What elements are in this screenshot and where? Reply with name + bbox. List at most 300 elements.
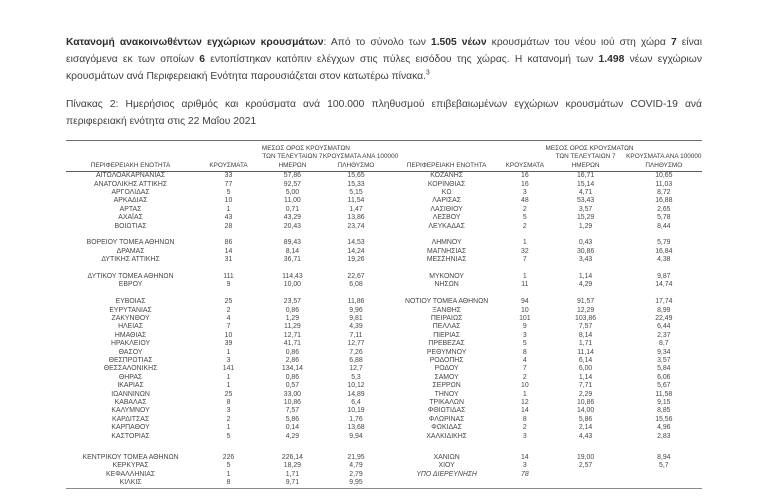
cases-value-right: 4: [522, 357, 527, 365]
region-name-left: ΚΕΡΚΥΡΑΣ: [112, 462, 149, 470]
region-name-left: ΚΑΣΤΟΡΙΑΣ: [111, 432, 150, 440]
region-name-left: ΚΑΒΑΛΑΣ: [114, 399, 147, 407]
cases-value-left: 1: [226, 205, 231, 213]
region-name-right: ΚΟΡΙΝΘΙΑΣ: [427, 180, 466, 188]
cases-value-left: 8: [226, 479, 231, 487]
header-per100k-left: ΚΡΟΥΣΜΑΤΑ ΑΝΑ 100000 ΠΛΗΘΥΣΜΟ: [323, 141, 389, 172]
per100k-value-left: 14,24: [347, 247, 365, 255]
avg7-value-left: 36,71: [283, 256, 302, 264]
table-body: [66, 172, 702, 489]
region-name-right: ΣΑΜΟΥ: [434, 373, 459, 381]
avg7-value-left: 2,86: [285, 357, 300, 365]
cases-value-left: 1: [226, 373, 231, 381]
table-row: [66, 206, 702, 214]
region-name-right: ΦΘΙΩΤΙΔΑΣ: [427, 407, 466, 415]
avg7-value-left: 1,71: [285, 470, 300, 478]
per100k-value-right: [626, 479, 702, 488]
avg7-value-right: 7,57: [578, 323, 593, 331]
avg7-value-right: 2,14: [578, 424, 593, 432]
per100k-value-right: 8,44: [657, 222, 671, 230]
table-row: [66, 399, 702, 407]
cases-value-left: 43: [224, 214, 233, 222]
table-row: [66, 298, 702, 306]
avg7-value-right: 1,14: [578, 272, 593, 280]
avg7-value-left: 23,57: [283, 298, 302, 306]
avg7-value-right: 91,57: [576, 298, 595, 306]
avg7-value-left: 0,86: [285, 373, 300, 381]
per100k-value-left: 13,68: [347, 424, 365, 432]
per100k-value-right: 22,49: [655, 314, 673, 322]
per100k-value-right: 10,65: [655, 172, 673, 180]
avg7-value-left: 43,29: [283, 214, 302, 222]
table-row: [66, 454, 702, 462]
region-name-right: ΚΩ: [441, 188, 452, 196]
per100k-value-right: [626, 471, 702, 479]
region-name-left: ΚΑΡΔΙΤΣΑΣ: [111, 415, 150, 423]
region-name-left: ΚΕΝΤΡΙΚΟΥ ΤΟΜΕΑ ΑΘΗΝΩΝ: [82, 454, 179, 462]
avg7-value-right: 4,71: [578, 188, 593, 196]
region-name-right: ΛΑΣΙΘΙΟΥ: [430, 205, 463, 213]
avg7-value-right: 8,14: [578, 331, 593, 339]
avg7-value-right: 10,86: [576, 399, 595, 407]
avg7-value-left: 18,29: [283, 462, 302, 470]
region-name-right: ΠΕΙΡΑΙΩΣ: [430, 314, 463, 322]
intro-seg5: νέων εγχώριων κρουσμάτων ανά Περιφερειακή Ενότητα παρουσιάζεται στον κατωτέρω πίνακα.: [66, 53, 702, 82]
cases-value-left: 77: [224, 180, 233, 188]
table-row: [66, 256, 702, 264]
cases-value-left: 5: [226, 432, 231, 440]
cases-value-right: 1: [522, 239, 527, 247]
per100k-value-left: 14,53: [347, 239, 365, 247]
avg7-value-right: 16,71: [576, 172, 595, 180]
region-name-left: ΘΗΡΑΣ: [118, 373, 143, 381]
avg7-value-right: 1,29: [578, 222, 593, 230]
avg7-value-left: 0,86: [285, 348, 300, 356]
avg7-value-left: 33,00: [283, 390, 302, 398]
per100k-value-left: 9,81: [349, 314, 363, 322]
avg7-value-right: 53,43: [576, 197, 595, 205]
per100k-value-left: 22,67: [347, 272, 365, 280]
avg7-value-right: 7,71: [578, 382, 593, 390]
region-name-left: ΔΡΑΜΑΣ: [116, 247, 145, 255]
table-caption: Πίνακας 2: Ημερήσιος αριθμός και κρούσματα ανά 100.000 πληθυσμού επιβεβαιωμένων εγχώριων κρουσμάτων COVID-19 ανά περιφερειακή ενότητα στις 22 Μαΐου 2021: [66, 99, 702, 127]
cases-value-right: 5: [522, 340, 527, 348]
region-name-right: ΛΕΥΚΑΔΑΣ: [428, 222, 465, 230]
header-region-right: ΠΕΡΙΦΕΡΕΙΑΚΗ ΕΝΟΤΗΤΑ: [389, 141, 504, 172]
avg7-value-left: 8,14: [285, 247, 300, 255]
header-avg7-right: ΜΕΣΟΣ ΟΡΟΣ ΚΡΟΥΣΜΑΤΩΝ ΤΩΝ ΤΕΛΕΥΤΑΙΩΝ 7 ΗΜΕΡΩΝ: [546, 141, 626, 172]
cases-value-left: 8: [226, 399, 231, 407]
region-name-left: ΑΡΤΑΣ: [119, 205, 142, 213]
region-name-left: ΕΒΡΟΥ: [118, 281, 143, 289]
cases-value-left: 25: [224, 298, 233, 306]
avg7-value-left: 0,86: [285, 306, 300, 314]
avg7-value-right: 1,14: [578, 373, 593, 381]
cases-value-right: 10: [521, 382, 529, 390]
avg7-value-left: 89,43: [283, 239, 302, 247]
per100k-value-right: 8,72: [657, 188, 671, 196]
per100k-value-left: 1,47: [349, 205, 363, 213]
table-row: [66, 273, 702, 281]
region-name-left: ΗΛΕΙΑΣ: [118, 323, 144, 331]
regional-cases-table: [66, 140, 702, 489]
cases-value-right: 2: [522, 205, 527, 213]
per100k-value-right: 14,74: [655, 281, 673, 289]
region-name-left: ΔΥΤΙΚΟΥ ΤΟΜΕΑ ΑΘΗΝΩΝ: [87, 272, 174, 280]
per100k-value-left: 15,65: [347, 172, 365, 180]
region-name-right: ΡΕΘΥΜΝΟΥ: [426, 348, 467, 356]
cases-value-right: 5: [522, 214, 527, 222]
avg7-value-right: 12,29: [576, 306, 595, 314]
avg7-value-left: 5,86: [285, 415, 300, 423]
per100k-value-left: 6,88: [349, 357, 363, 365]
per100k-value-left: 12,7: [349, 365, 363, 373]
cases-value-left: 9: [226, 281, 231, 289]
cases-value-right: 3: [522, 188, 527, 196]
intro-seg3: είναι εισαγόμενα εκ των οποίων: [66, 37, 703, 65]
intro-total-new-cases: 1.505 νέων: [430, 37, 487, 49]
per100k-value-right: 8,85: [657, 407, 671, 415]
region-name-right: ΛΑΡΙΣΑΣ: [432, 197, 462, 205]
avg7-value-left: 92,57: [283, 180, 302, 188]
intro-seg2: κρουσμάτων του νέου ιού στη χώρα: [486, 37, 671, 49]
avg7-value-left: 7,57: [285, 407, 300, 415]
table-row: [66, 479, 702, 488]
region-name-left: ΚΑΛΥΜΝΟΥ: [111, 407, 150, 415]
table-row: [66, 349, 702, 357]
avg7-value-right: 103,86: [575, 314, 597, 322]
avg7-value-left: 9,71: [285, 479, 300, 487]
region-name-left: ΗΜΑΘΙΑΣ: [114, 331, 147, 339]
cases-value-left: 31: [224, 256, 233, 264]
table-row: [66, 424, 702, 432]
cases-value-right: 14: [521, 407, 529, 415]
cases-value-right: 9: [522, 323, 527, 331]
avg7-value-left: 12,71: [283, 331, 302, 339]
region-name-left: ΕΥΒΟΙΑΣ: [115, 298, 146, 306]
table-row: [66, 374, 702, 382]
per100k-value-left: 7,11: [349, 331, 363, 339]
cases-value-right: 2: [522, 373, 527, 381]
intro-seg4: εντοπίστηκαν κατόπιν ελέγχων στις πύλες εισόδου της χώρας. Η κατανομή των: [205, 53, 599, 65]
region-name-left: ΚΙΛΚΙΣ: [119, 479, 142, 487]
per100k-value-right: 6,06: [657, 373, 671, 381]
region-name-left: ΒΟΙΩΤΙΑΣ: [114, 222, 147, 230]
region-name-right: ΠΡΕΒΕΖΑΣ: [428, 340, 465, 348]
region-name-right: [389, 479, 504, 488]
region-name-right: ΠΙΕΡΙΑΣ: [433, 331, 461, 339]
avg7-value-right: [546, 471, 626, 479]
cases-value-right: 94: [521, 298, 529, 306]
per100k-value-right: 5,78: [657, 214, 671, 222]
avg7-value-right: 30,86: [576, 247, 595, 255]
per100k-value-right: 11,03: [655, 180, 673, 188]
cases-value-right: 7: [522, 256, 527, 264]
header-region-left: ΠΕΡΙΦΕΡΕΙΑΚΗ ΕΝΟΤΗΤΑ: [66, 141, 195, 172]
region-name-right: ΧΑΛΚΙΔΙΚΗΣ: [426, 432, 467, 440]
cases-value-right: 10: [521, 306, 529, 314]
avg7-value-left: 10,86: [283, 399, 302, 407]
avg7-value-left: 226,14: [281, 454, 303, 462]
per100k-value-left: 9,95: [349, 479, 363, 487]
spacer-row: [66, 441, 702, 454]
spacer-row: [66, 231, 702, 239]
region-name-right: ΝΗΣΩΝ: [434, 281, 459, 289]
cases-value-right: 32: [521, 247, 529, 255]
region-name-left: ΙΚΑΡΙΑΣ: [117, 382, 144, 390]
table-row: [66, 281, 702, 289]
avg7-value-right: 3,57: [578, 205, 593, 213]
table-row: [66, 416, 702, 424]
per100k-value-right: 9,87: [657, 272, 671, 280]
table-row: [66, 172, 702, 181]
table-row: [66, 214, 702, 222]
region-name-right: ΦΩΚΙΔΑΣ: [431, 424, 462, 432]
region-name-right: ΧΙΟΥ: [438, 462, 455, 470]
region-name-right: ΜΥΚΟΝΟΥ: [429, 272, 465, 280]
table-row: [66, 382, 702, 390]
avg7-value-left: 0,14: [285, 424, 300, 432]
region-name-left: ΙΩΑΝΝΙΝΩΝ: [111, 390, 150, 398]
table-row: [66, 407, 702, 415]
avg7-value-right: 15,14: [576, 180, 595, 188]
per100k-value-right: 2,65: [657, 205, 671, 213]
intro-seg1: : Από το σύνολο των: [323, 37, 431, 49]
per100k-value-left: 21,95: [347, 454, 365, 462]
region-name-right: ΠΕΛΛΑΣ: [432, 323, 461, 331]
avg7-value-right: 6,14: [578, 357, 593, 365]
per100k-value-right: 5,7: [659, 462, 669, 470]
cases-value-right: 48: [521, 197, 529, 205]
table-row: [66, 391, 702, 399]
per100k-value-right: 9,15: [657, 399, 671, 407]
cases-value-left: 10: [224, 197, 233, 205]
region-name-right: ΛΕΣΒΟΥ: [432, 214, 461, 222]
region-name-left: ΑΡΚΑΔΙΑΣ: [113, 197, 148, 205]
per100k-value-left: 5,3: [351, 373, 361, 381]
intro-gate-count: 6: [199, 53, 206, 65]
per100k-value-right: 17,74: [655, 298, 673, 306]
per100k-value-left: 11,86: [347, 298, 365, 306]
cases-value-left: 33: [224, 172, 233, 180]
region-name-left: ΘΕΣΠΡΩΤΙΑΣ: [108, 357, 153, 365]
intro-paragraph: [66, 35, 702, 85]
per100k-value-left: 9,94: [349, 432, 363, 440]
per100k-value-right: 9,34: [657, 348, 671, 356]
per100k-value-left: 10,12: [347, 382, 365, 390]
region-name-right: ΦΛΩΡΙΝΑΣ: [428, 415, 465, 423]
intro-lead-bold: Κατανομή ανακοινωθέντων εγχώριων κρουσμάτων: [66, 37, 324, 49]
per100k-value-left: 13,86: [347, 214, 365, 222]
cases-value-left: 2: [226, 306, 231, 314]
per100k-value-left: 9,96: [349, 306, 363, 314]
per100k-value-left: 2,79: [349, 470, 363, 478]
avg7-value-left: 1,29: [285, 314, 300, 322]
per100k-value-left: 6,4: [351, 399, 361, 407]
avg7-value-right: 19,00: [576, 454, 595, 462]
per100k-value-left: 19,26: [347, 256, 365, 264]
cases-value-right: 16: [521, 172, 529, 180]
avg7-value-right: 11,14: [577, 348, 594, 356]
per100k-value-right: 2,83: [657, 432, 671, 440]
per100k-value-right: 11,58: [655, 390, 673, 398]
avg7-value-right: 15,29: [576, 214, 595, 222]
avg7-value-left: 57,86: [283, 172, 302, 180]
cases-value-left: 226: [222, 454, 235, 462]
region-name-left: ΗΡΑΚΛΕΙΟΥ: [111, 340, 151, 348]
cases-value-right: 8: [522, 348, 527, 356]
cases-value-left: 3: [226, 407, 231, 415]
cases-value-right: 101: [519, 314, 531, 322]
header-cases-left: ΚΡΟΥΣΜΑΤΑ: [195, 141, 262, 172]
per100k-value-left: 4,79: [349, 462, 363, 470]
per100k-value-left: 11,54: [347, 197, 365, 205]
table-row: [66, 471, 702, 479]
report-page: [66, 25, 702, 489]
cases-value-left: 4: [226, 314, 231, 322]
cases-value-right: 16: [521, 180, 529, 188]
avg7-value-left: 11,29: [284, 323, 301, 331]
cases-value-left: 39: [224, 340, 233, 348]
cases-value-right: 3: [522, 462, 527, 470]
avg7-value-left: 4,29: [285, 432, 300, 440]
table-row: [66, 197, 702, 205]
per100k-value-left: 15,33: [347, 180, 365, 188]
table-header-row: [66, 141, 702, 172]
per100k-value-right: 4,96: [657, 424, 671, 432]
region-name-right: ΤΡΙΚΑΛΩΝ: [429, 399, 464, 407]
region-name-right: ΣΕΡΡΩΝ: [432, 382, 461, 390]
region-name-left: ΖΑΚΥΝΘΟΥ: [111, 314, 150, 322]
table-row: [66, 462, 702, 470]
avg7-value-left: 10,00: [283, 281, 302, 289]
region-name-right: ΛΗΜΝΟΥ: [431, 239, 462, 247]
cases-value-left: 10: [224, 331, 233, 339]
footnote-mark: 3: [425, 69, 430, 77]
cases-value-right: [504, 479, 545, 488]
table-row: [66, 307, 702, 315]
region-name-right: ΜΑΓΝΗΣΙΑΣ: [427, 247, 467, 255]
table-row: [66, 357, 702, 365]
avg7-value-right: 3,43: [578, 256, 593, 264]
avg7-value-right: 2,57: [578, 462, 593, 470]
region-name-right: ΡΟΔΟΥ: [434, 365, 459, 373]
per100k-value-left: 12,77: [347, 340, 365, 348]
table-row: [66, 189, 702, 197]
region-name-left: ΑΡΓΟΛΙΔΑΣ: [111, 188, 150, 196]
spacer-row: [66, 265, 702, 273]
table-row: [66, 223, 702, 231]
cases-value-right: 3: [522, 331, 527, 339]
avg7-value-right: 0,43: [578, 239, 593, 247]
cases-value-right: 1: [522, 390, 527, 398]
avg7-value-right: 6,00: [578, 365, 593, 373]
cases-value-right: 14: [521, 454, 529, 462]
avg7-value-right: 5,86: [578, 415, 593, 423]
table-row: [66, 248, 702, 256]
per100k-value-left: 23,74: [347, 222, 365, 230]
avg7-value-left: 11,00: [284, 197, 301, 205]
cases-value-left: 1: [226, 470, 231, 478]
avg7-value-right: [546, 479, 626, 488]
per100k-value-right: 5,79: [657, 239, 671, 247]
cases-value-right: 7: [522, 365, 527, 373]
region-name-left: ΔΥΤΙΚΗΣ ΑΤΤΙΚΗΣ: [101, 256, 160, 264]
per100k-value-left: 1,76: [349, 415, 363, 423]
cases-value-right: 78: [521, 470, 529, 478]
per100k-value-left: 7,26: [349, 348, 363, 356]
cases-value-left: 14: [224, 247, 233, 255]
per100k-value-left: 5,15: [349, 188, 363, 196]
cases-value-left: 1: [226, 382, 231, 390]
cases-value-left: 1: [226, 424, 231, 432]
header-avg7-left: ΜΕΣΟΣ ΟΡΟΣ ΚΡΟΥΣΜΑΤΩΝ ΤΩΝ ΤΕΛΕΥΤΑΙΩΝ 7 ΗΜΕΡΩΝ: [262, 141, 323, 172]
per100k-value-right: 8,94: [657, 454, 671, 462]
header-cases-right: ΚΡΟΥΣΜΑΤΑ: [504, 141, 545, 172]
cases-value-right: 2: [522, 222, 527, 230]
region-name-left: ΑΧΑΪΑΣ: [118, 214, 143, 222]
per100k-value-left: 14,89: [347, 390, 365, 398]
avg7-value-left: 114,43: [282, 272, 303, 280]
per100k-value-right: 6,44: [657, 323, 671, 331]
table-row: [66, 365, 702, 373]
per100k-value-left: 10,19: [347, 407, 365, 415]
region-name-right: ΜΕΣΣΗΝΙΑΣ: [426, 256, 467, 264]
cases-value-left: 141: [222, 365, 235, 373]
table-row: [66, 433, 702, 441]
region-name-left: ΕΥΡΥΤΑΝΙΑΣ: [109, 306, 152, 314]
per100k-value-right: 16,84: [655, 247, 673, 255]
cases-value-left: 2: [226, 415, 231, 423]
table-row: [66, 315, 702, 323]
avg7-value-left: 5,00: [285, 188, 300, 196]
table-row: [66, 181, 702, 189]
avg7-value-left: 20,43: [283, 222, 302, 230]
region-name-left: ΘΕΣΣΑΛΟΝΙΚΗΣ: [103, 365, 158, 373]
per100k-value-right: 2,37: [657, 331, 671, 339]
cases-value-left: 111: [223, 272, 234, 280]
avg7-value-left: 41,71: [283, 340, 302, 348]
cases-value-right: 8: [522, 415, 527, 423]
cases-value-left: 28: [224, 222, 233, 230]
avg7-value-right: 4,29: [578, 281, 593, 289]
region-name-left: ΑΝΑΤΟΛΙΚΗΣ ΑΤΤΙΚΗΣ: [94, 180, 168, 188]
region-name-left: ΑΙΤΩΛΟΑΚΑΡΝΑΝΙΑΣ: [95, 172, 166, 180]
avg7-value-left: 0,71: [285, 205, 300, 213]
cases-value-left: 86: [224, 239, 233, 247]
cases-value-right: 3: [522, 432, 527, 440]
cases-value-left: 7: [226, 323, 231, 331]
table-row: [66, 332, 702, 340]
cases-value-left: 25: [224, 390, 233, 398]
region-name-left: ΚΑΡΠΑΘΟΥ: [111, 424, 150, 432]
avg7-value-left: 0,57: [285, 382, 300, 390]
per100k-value-right: 4,38: [657, 256, 671, 264]
per100k-value-right: 8,7: [659, 340, 669, 348]
table-row: [66, 340, 702, 348]
cases-value-right: 1: [522, 272, 527, 280]
cases-value-right: 12: [521, 399, 529, 407]
spacer-row: [66, 290, 702, 298]
avg7-value-left: 134,14: [281, 365, 303, 373]
cases-value-left: 5: [226, 188, 231, 196]
avg7-value-right: 2,29: [578, 390, 593, 398]
cases-value-left: 1: [226, 348, 231, 356]
region-name-right: ΝΟΤΙΟΥ ΤΟΜΕΑ ΑΘΗΝΩΝ: [404, 298, 489, 306]
per100k-value-left: 4,39: [349, 323, 363, 331]
table-row: [66, 323, 702, 331]
header-per100k-right: ΚΡΟΥΣΜΑΤΑ ΑΝΑ 100000 ΠΛΗΘΥΣΜΟ: [626, 141, 702, 172]
